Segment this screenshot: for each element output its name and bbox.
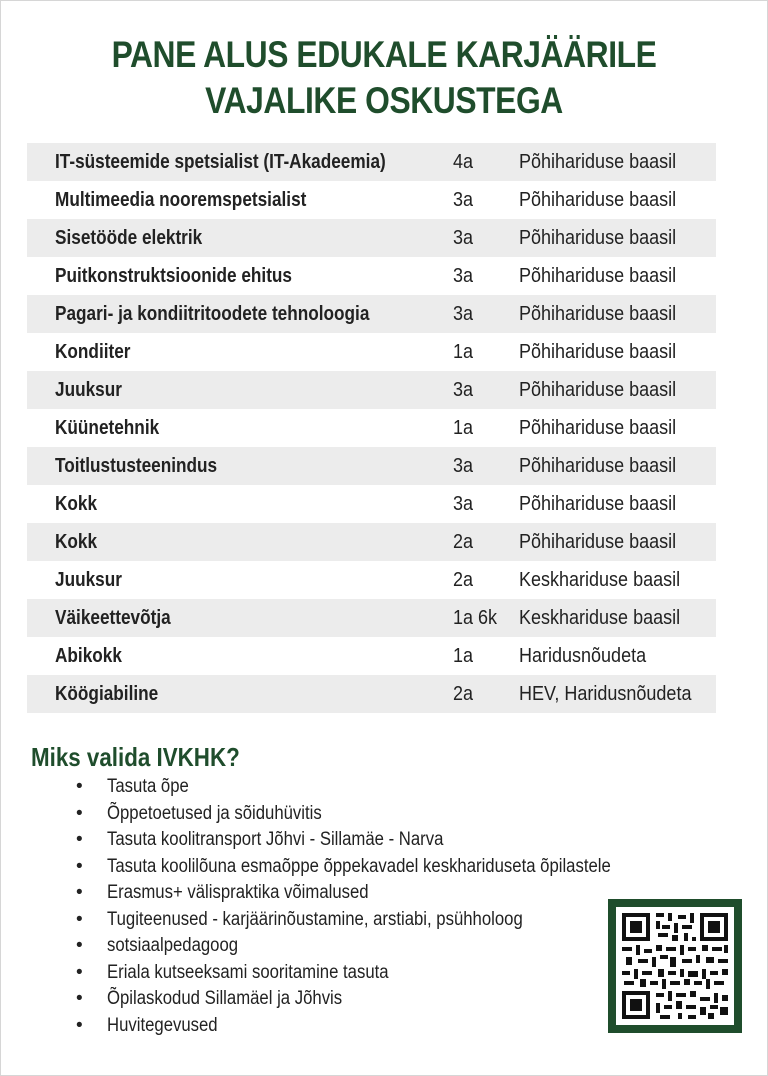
program-name: Juuksur <box>55 569 122 591</box>
program-duration: 3a <box>453 455 474 477</box>
list-item-text: Tasuta koolitransport Jõhvi - Sillamäe - Narva <box>107 829 444 850</box>
program-name: Pagari- ja kondiitritoodete tehnoloogia <box>55 303 370 325</box>
program-name: Juuksur <box>55 379 122 401</box>
list-item-text: Õppetoetused ja sõiduhüvitis <box>107 802 322 824</box>
program-name: Puitkonstruktsioonide ehitus <box>55 265 292 287</box>
bullet: • <box>76 855 83 877</box>
list-item-text: Tasuta koolilõuna esmaõppe õppekavadel keskhariduseta õpilastele <box>107 855 611 877</box>
bullet: • <box>76 988 83 1009</box>
programs-table <box>27 143 716 713</box>
table-row <box>27 675 716 713</box>
qr-code-background <box>616 907 734 1025</box>
program-basis: Põhihariduse baasil <box>519 151 677 173</box>
program-basis: Põhihariduse baasil <box>519 379 677 401</box>
list-item-text: Tasuta õpe <box>107 776 189 797</box>
program-name: Küünetehnik <box>55 417 160 439</box>
table-row <box>27 447 716 485</box>
bullet: • <box>76 1014 83 1036</box>
table-row <box>27 485 716 523</box>
program-basis: Põhihariduse baasil <box>519 531 677 553</box>
list-item <box>76 986 680 1013</box>
table-row <box>27 143 716 181</box>
list-item-text: sotsiaalpedagoog <box>107 935 239 956</box>
table-row <box>27 219 716 257</box>
list-item-text: Õpilaskodud Sillamäel ja Jõhvis <box>107 988 343 1009</box>
bullet: • <box>76 961 83 983</box>
program-duration: 1a <box>453 645 474 667</box>
program-basis: Põhihariduse baasil <box>519 303 677 325</box>
title-line-2: VAJALIKE OSKUSTEGA <box>205 80 563 121</box>
program-name: Toitlustusteenindus <box>55 455 218 477</box>
program-duration: 1a <box>453 341 474 363</box>
program-duration: 3a <box>453 265 474 287</box>
list-item <box>76 801 680 828</box>
list-item-text: Tugiteenused - karjäärinõustamine, arstiabi, psühholoog <box>107 908 523 930</box>
program-duration: 4a <box>453 151 474 173</box>
bullet: • <box>76 802 83 824</box>
program-basis: Põhihariduse baasil <box>519 265 677 287</box>
list-item <box>76 774 680 801</box>
list-item <box>76 960 680 987</box>
program-duration: 2a <box>453 531 474 553</box>
list-item-text: Eriala kutseeksami sooritamine tasuta <box>107 961 389 983</box>
program-name: Väikeettevõtja <box>55 607 171 629</box>
program-duration: 3a <box>453 189 474 211</box>
program-basis: HEV, Haridusnõudeta <box>519 683 692 705</box>
qr-code-frame[interactable] <box>608 899 742 1033</box>
list-item-text: Huvitegevused <box>107 1014 218 1036</box>
title-line-1: PANE ALUS EDUKALE KARJÄÄRILE <box>111 34 657 75</box>
bullet: • <box>76 935 83 956</box>
program-basis: Põhihariduse baasil <box>519 455 677 477</box>
program-name: Kondiiter <box>55 341 131 363</box>
program-basis: Keskhariduse baasil <box>519 569 681 591</box>
table-row <box>27 409 716 447</box>
list-item <box>76 933 680 960</box>
table-row <box>27 561 716 599</box>
list-item <box>76 907 680 934</box>
list-item <box>76 1013 680 1040</box>
table-row <box>27 181 716 219</box>
list-item-text: Erasmus+ välispraktika võimalused <box>107 882 369 903</box>
bullet: • <box>76 776 83 797</box>
table-row <box>27 257 716 295</box>
table-row <box>27 599 716 637</box>
program-name: IT-süsteemide spetsialist (IT-Akadeemia) <box>55 151 386 173</box>
table-row <box>27 637 716 675</box>
program-name: Kokk <box>55 531 98 553</box>
why-choose-heading: Miks valida IVKHK? <box>31 742 240 772</box>
program-duration: 1a 6k <box>453 607 498 629</box>
bullet: • <box>76 882 83 903</box>
program-duration: 2a <box>453 683 474 705</box>
table-row <box>27 333 716 371</box>
program-duration: 3a <box>453 227 474 249</box>
program-duration: 3a <box>453 303 474 325</box>
program-basis: Haridusnõudeta <box>519 645 647 667</box>
program-basis: Põhihariduse baasil <box>519 227 677 249</box>
table-row <box>27 371 716 409</box>
table-row <box>27 523 716 561</box>
program-name: Multimeedia nooremspetsialist <box>55 189 307 211</box>
program-basis: Keskhariduse baasil <box>519 607 681 629</box>
page-title <box>54 32 714 124</box>
program-basis: Põhihariduse baasil <box>519 341 677 363</box>
program-name: Abikokk <box>55 645 122 667</box>
program-duration: 1a <box>453 417 474 439</box>
table-row <box>27 295 716 333</box>
list-item <box>76 854 680 881</box>
bullet: • <box>76 829 83 850</box>
list-item <box>76 880 680 907</box>
program-name: Kokk <box>55 493 98 515</box>
program-basis: Põhihariduse baasil <box>519 189 677 211</box>
program-name: Sisetööde elektrik <box>55 227 203 249</box>
program-duration: 2a <box>453 569 474 591</box>
list-item <box>76 827 680 854</box>
program-duration: 3a <box>453 493 474 515</box>
program-basis: Põhihariduse baasil <box>519 417 677 439</box>
bullet: • <box>76 908 83 930</box>
benefits-list <box>76 774 680 1039</box>
qr-code-icon <box>622 913 728 1019</box>
program-basis: Põhihariduse baasil <box>519 493 677 515</box>
program-duration: 3a <box>453 379 474 401</box>
program-name: Köögiabiline <box>55 683 159 705</box>
